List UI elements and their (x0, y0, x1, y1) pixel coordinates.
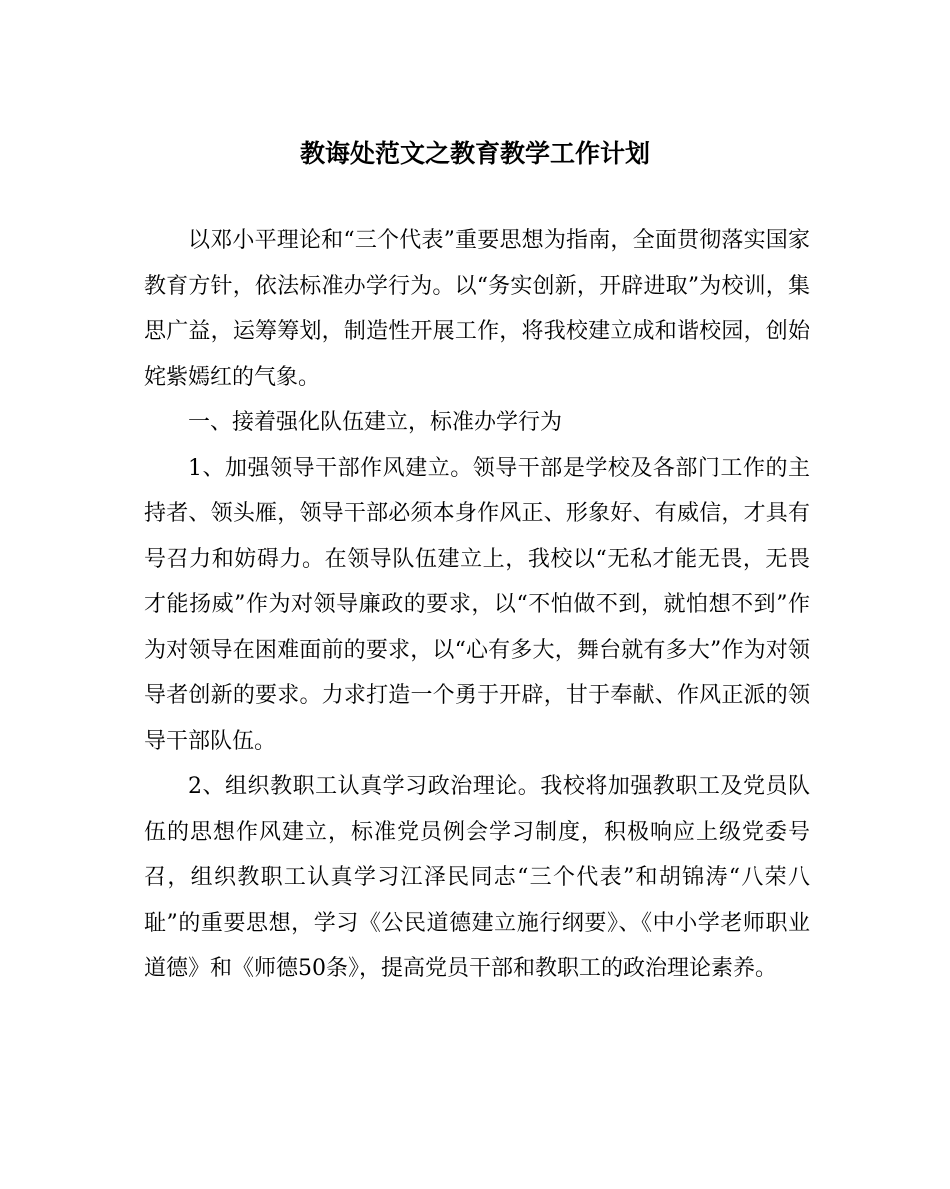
paragraph-intro: 以邓小平理论和“三个代表”重要思想为指南，全面贯彻落实国家教育方针，依法标准办学行为。以“务实创新，开辟进取”为校训，集思广益，运筹筹划，制造性开展工作，将我校建立成和谐校园，创始姹紫嫣红的气象。 (144, 228, 810, 390)
paragraph-item-2: 2、组织教职工认真学习政治理论。我校将加强教职工及党员队伍的思想作风建立，标准党员例会学习制度，积极响应上级党委号召，组织教职工认真学习江泽民同志“三个代表”和胡锦涛“八荣八耻”的重要思想，学习《公民道德建立施行纲要》、《中小学老师职业道德》和《师德50条》，提高党员干部和教职工的政治理论素养。 (144, 774, 810, 981)
document-body (144, 218, 810, 992)
section-heading-1: 一、接着强化队伍建立，标准办学行为 (188, 410, 563, 435)
document-title: 教诲处范文之教育教学工作计划 (299, 139, 650, 168)
paragraph-item-1: 1、加强领导干部作风建立。领导干部是学校及各部门工作的主持者、领头雁，领导干部必须本身作风正、形象好、有威信，才具有号召力和妨碍力。在领导队伍建立上，我校以“无私才能无畏，无畏才能扬威”作为对领导廉政的要求，以“不怕做不到，就怕想不到”作为对领导在困难面前的要求，以“心有多大，舞台就有多大”作为对领导者创新的要求。力求打造一个勇于开辟，甘于奉献、作风正派的领导干部队伍。 (144, 455, 810, 754)
